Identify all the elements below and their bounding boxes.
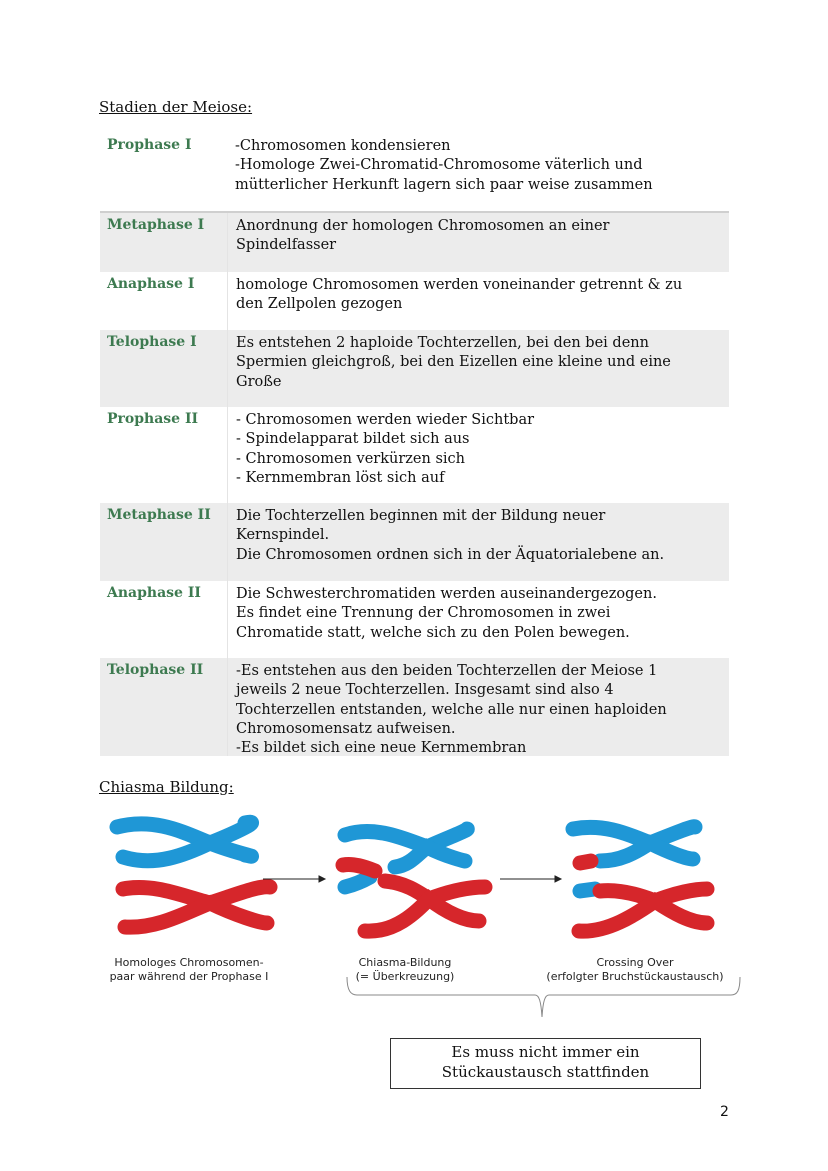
phase-name: Prophase I xyxy=(107,137,192,153)
phase-description: -Es entstehen aus den beiden Tochterzellen der Meiose 1 jeweils 2 neue Tochterzellen. Insgesamt sind also 4 Tochterzellen entstanden, welche alle nur einen haploiden Chromosomensatz aufweisen. -Es bildet sich eine neue Kernmembran xyxy=(227,658,729,756)
phase-row xyxy=(100,133,729,211)
phase-name: Anaphase I xyxy=(107,276,195,292)
phase-description: Es entstehen 2 haploide Tochterzellen, bei den bei denn Spermien gleichgroß, bei den Eizellen eine kleine und eine Große xyxy=(227,330,729,407)
note-box: Es muss nicht immer ein Stückaustausch stattfinden xyxy=(390,1038,701,1089)
phase-row xyxy=(100,211,729,272)
caption-homologous: Homologes Chromosomen- paar während der Prophase I xyxy=(109,956,269,983)
phase-name: Prophase II xyxy=(107,411,199,427)
phase-row xyxy=(100,581,729,658)
red-chromosome xyxy=(343,864,485,931)
page-number: 2 xyxy=(720,1104,729,1120)
phase-description: -Chromosomen kondensieren -Homologe Zwei-Chromatid-Chromosome väterlich und mütterlicher Herkunft lagern sich paar weise zusammen xyxy=(235,138,653,193)
phase-description: Die Schwesterchromatiden werden auseinandergezogen. Es findet eine Trennung der Chromosomen in zwei Chromatide statt, welche sich zu den Polen bewegen. xyxy=(227,581,729,658)
phase-row xyxy=(100,407,729,503)
phase-description: - Chromosomen werden wieder Sichtbar - Spindelapparat bildet sich aus - Chromosomen verkürzen sich - Kernmembran löst sich auf xyxy=(227,407,729,503)
page-heading: Stadien der Meiose: xyxy=(99,98,253,116)
phase-name: Telophase II xyxy=(107,662,204,678)
phase-row xyxy=(100,658,729,756)
caption-crossing-over: Crossing Over (erfolgter Bruchstückaustausch) xyxy=(546,956,724,983)
phase-table xyxy=(100,133,729,756)
phase-name: Telophase I xyxy=(107,334,197,350)
phase-description: homologe Chromosomen werden voneinander getrennt & zu den Zellpolen gezogen xyxy=(227,272,729,330)
phase-name: Metaphase I xyxy=(107,217,205,233)
caption-chiasma: Chiasma-Bildung (= Überkreuzung) xyxy=(355,956,455,983)
red-chromosome xyxy=(579,861,707,931)
phase-row xyxy=(100,330,729,407)
chiasma-heading: Chiasma Bildung: xyxy=(99,778,234,796)
phase-name: Metaphase II xyxy=(107,507,211,523)
phase-row xyxy=(100,503,729,581)
blue-chromosome xyxy=(117,822,252,860)
red-chromosome xyxy=(123,887,270,927)
phase-row xyxy=(100,272,729,330)
phase-name: Anaphase II xyxy=(107,585,201,601)
chiasma-diagram xyxy=(95,805,745,1025)
phase-description: Die Tochterzellen beginnen mit der Bildung neuer Kernspindel. Die Chromosomen ordnen sich in der Äquatorialebene an. xyxy=(227,503,729,581)
phase-description: Anordnung der homologen Chromosomen an einer Spindelfasser xyxy=(227,213,729,272)
